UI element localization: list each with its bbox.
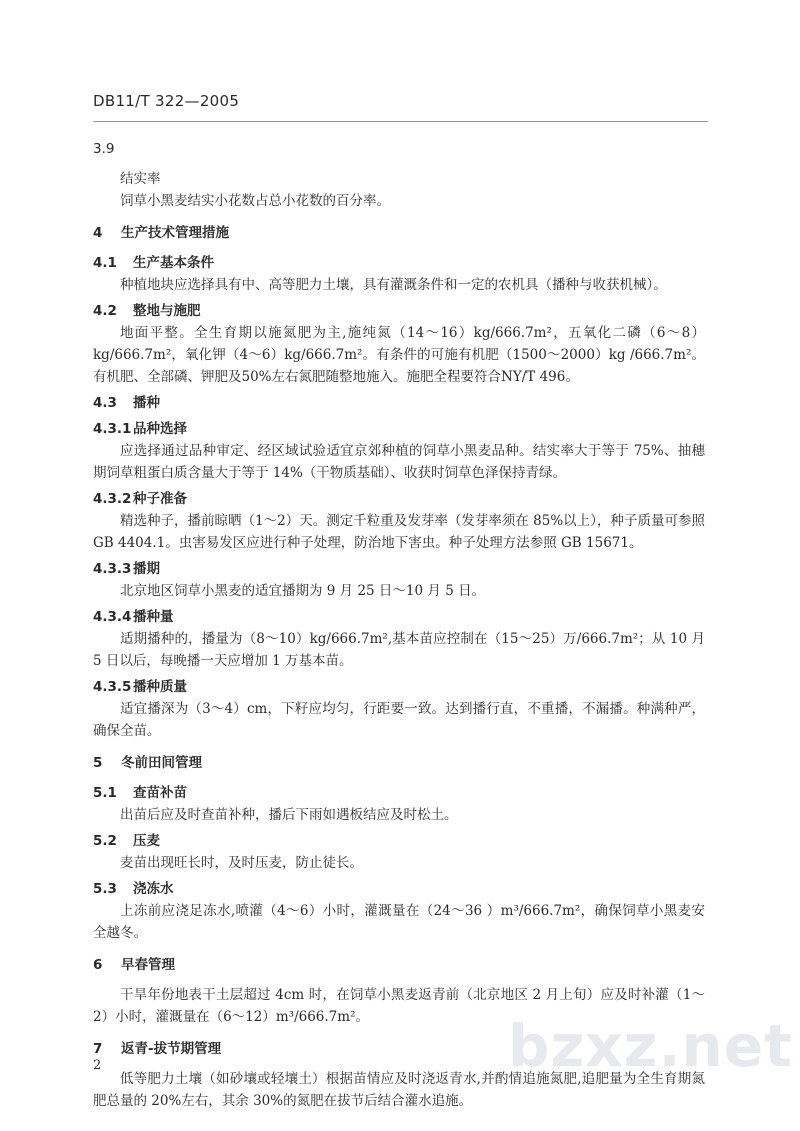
section-6-heading (93, 954, 705, 976)
section-4-2-heading (93, 300, 705, 322)
section-4-2-text: 地面平整。全生育期以施氮肥为主,施纯氮（14～16）kg/666.7m²，五氧化二磷（6～8）kg/666.7m²，氧化钾（4～6）kg/666.7m²。有条件的可施有机肥（1500～2000）kg /666.7m²。有机肥、全部磷、钾肥及50%左右氮肥随整地施入。施肥全程要符合NY/T 496。 (93, 325, 705, 385)
section-number: 4 (93, 225, 103, 241)
section-title: 查苗补苗 (133, 785, 187, 801)
section-4-3-1-text: 应选择通过品种审定、经区域试验适宜京郊种植的饲草小黑麦品种。结实率大于等于 75%、抽穗期饲草粗蛋白质含量大于等于 14%（干物质基础）、收获时饲草色泽保持青绿。 (93, 443, 705, 481)
section-number: 4.1 (93, 255, 117, 271)
section-title: 品种选择 (133, 421, 187, 437)
page-number: 2 (93, 1058, 102, 1073)
section-title: 种子准备 (133, 491, 187, 507)
section-title: 播种质量 (133, 679, 187, 695)
section-4-3-2-heading (93, 488, 705, 510)
section-number: 4.2 (93, 303, 117, 319)
section-4-heading (93, 222, 705, 244)
section-number: 4.3.1 (93, 421, 132, 437)
section-number: 7 (93, 1041, 103, 1057)
section-4-3-1-heading (93, 418, 705, 440)
section-5-heading (93, 752, 705, 774)
section-title: 压麦 (133, 833, 160, 849)
document-body (93, 138, 705, 1112)
section-5-3-text: 上冻前应浇足冻水,喷灌（4～6）小时，灌溉量在（24～36 ）m³/666.7m²，确保饲草小黑麦安全越冬。 (93, 903, 705, 941)
section-title: 浇冻水 (133, 881, 174, 897)
section-4-3-4-heading (93, 606, 705, 628)
section-number: 5.3 (93, 881, 117, 897)
section-number: 5.2 (93, 833, 117, 849)
section-title: 播种量 (133, 609, 174, 625)
section-4-1-text: 种植地块应选择具有中、高等肥力土壤，具有灌溉条件和一定的农机具（播种与收获机械）。 (120, 277, 667, 293)
section-title: 返青-拔节期管理 (121, 1041, 222, 1057)
section-number: 6 (93, 957, 103, 973)
header-divider (93, 121, 708, 122)
term-definition: 饲草小黑麦结实小花数占总小花数的百分率。 (120, 193, 390, 209)
site-watermark: bzxz.net (508, 1012, 793, 1080)
section-4-3-2-text: 精选种子，播前晾晒（1～2）天。测定千粒重及发芽率（发芽率须在 85%以上），种子质量可参照GB 4404.1。虫害易发区应进行种子处理，防治地下害虫。种子处理方法参照 GB 15671。 (93, 513, 705, 551)
term-number: 3.9 (93, 141, 115, 157)
section-title: 播期 (133, 561, 160, 577)
section-5-2-text: 麦苗出现旺长时，及时压麦，防止徒长。 (120, 855, 363, 871)
section-number: 5.1 (93, 785, 117, 801)
section-number: 4.3.3 (93, 561, 132, 577)
section-4-3-heading (93, 392, 705, 414)
section-title: 冬前田间管理 (121, 755, 202, 771)
section-6-text: 干旱年份地表干土层超过 4cm 时，在饲草小黑麦返青前（北京地区 2 月上旬）应及时补灌（1～2）小时，灌溉量在（6～12）m³/666.7m²。 (93, 987, 705, 1025)
section-5-3-heading (93, 878, 705, 900)
section-4-3-3-heading (93, 558, 705, 580)
section-title: 整地与施肥 (133, 303, 201, 319)
section-title: 生产技术管理措施 (121, 225, 229, 241)
section-number: 4.3.2 (93, 491, 132, 507)
term-title: 结实率 (120, 171, 161, 187)
section-title: 生产基本条件 (133, 255, 214, 271)
section-5-1-text: 出苗后应及时查苗补种，播后下雨如遇板结应及时松土。 (120, 807, 458, 823)
section-number: 4.3 (93, 395, 117, 411)
section-5-1-heading (93, 782, 705, 804)
section-number: 4.3.5 (93, 679, 132, 695)
term-3-9 (93, 138, 705, 212)
section-4-3-3-text: 北京地区饲草小黑麦的适宜播期为 9 月 25 日～10 月 5 日。 (120, 583, 486, 599)
section-4-3-5-text: 适宜播深为（3～4）cm，下籽应均匀，行距要一致。达到播行直，不重播，不漏播。种满种严，确保全苗。 (93, 701, 705, 739)
section-7-text: 低等肥力土壤（如砂壤或轻壤土）根据苗情应及时浇返青水,并酌情追施氮肥,追肥量为全生育期氮肥总量的 20%左右，其余 30%的氮肥在拔节后结合灌水追施。 (93, 1071, 705, 1109)
section-4-3-4-text: 适期播种的，播量为（8～10）kg/666.7m²,基本苗应控制在（15～25）万/666.7m²；从 10 月 5 日以后，每晚播一天应增加 1 万基本苗。 (93, 631, 705, 669)
section-number: 5 (93, 755, 103, 771)
section-5-2-heading (93, 830, 705, 852)
section-title: 早春管理 (121, 957, 175, 973)
section-number: 4.3.4 (93, 609, 132, 625)
document-code: DB11/T 322—2005 (93, 92, 240, 110)
section-4-3-5-heading (93, 676, 705, 698)
section-4-1-heading (93, 252, 705, 274)
section-title: 播种 (133, 395, 160, 411)
